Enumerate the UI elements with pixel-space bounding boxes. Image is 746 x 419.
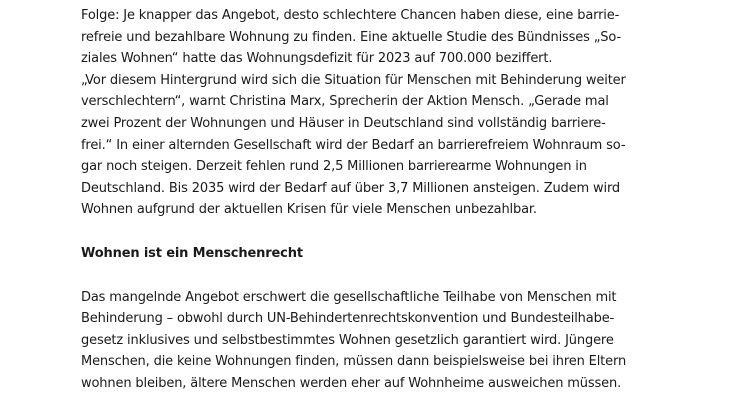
- text-line: Menschen, die keine Wohnungen finden, müssen dann beispielsweise bei ihren Eltern: [81, 354, 627, 370]
- paragraph-spacer: [81, 221, 641, 243]
- text-line: Deutschland. Bis 2035 wird der Bedarf auf über 3,7 Millionen ansteigen. Zudem wird: [81, 180, 621, 196]
- text-line: Behinderung – obwohl durch UN-Behindertenrechtskonvention und Bundesteilhabe-: [81, 311, 615, 327]
- text-line: Folge: Je knapper das Angebot, desto schlechtere Chancen haben diese, eine barrie-: [81, 8, 620, 23]
- text-line: gesetz inklusives und selbstbestimmtes Wohnen gesetzlich garantiert wird. Jüngere: [81, 332, 614, 348]
- text-line: refreie und bezahlbare Wohnung zu finden. Eine aktuelle Studie des Bündnisses „So-: [81, 29, 621, 45]
- paragraph-quote: [81, 70, 641, 221]
- paragraph-participation: [81, 287, 641, 395]
- article-body: [81, 5, 641, 395]
- text-line: wohnen bleiben, ältere Menschen werden eher auf Wohnheime ausweichen müssen.: [81, 375, 622, 391]
- text-line: frei.“ In einer alternden Gesellschaft wird der Bedarf an barrierefreiem Wohnraum so-: [81, 137, 626, 153]
- paragraph-intro: [81, 5, 641, 70]
- text-line: verschlechtern“, warnt Christina Marx, Sprecherin der Aktion Mensch. „Gerade mal: [81, 94, 609, 110]
- text-line: „Vor diesem Hintergrund wird sich die Situation für Menschen mit Behinderung weiter: [81, 72, 626, 88]
- paragraph-spacer: [81, 265, 641, 287]
- text-line: Das mangelnde Angebot erschwert die gesellschaftliche Teilhabe von Menschen mit: [81, 289, 617, 305]
- text-line: gar noch steigen. Derzeit fehlen rund 2,5 Millionen barrierearme Wohnungen in: [81, 159, 587, 175]
- text-line: zwei Prozent der Wohnungen und Häuser in Deutschland sind vollständig barriere-: [81, 115, 606, 131]
- text-line: ziales Wohnen“ hatte das Wohnungsdefizit für 2023 auf 700.000 beziffert.: [81, 51, 553, 67]
- section-heading: Wohnen ist ein Menschenrecht: [81, 245, 303, 261]
- text-line: Wohnen aufgrund der aktuellen Krisen für viele Menschen unbezahlbar.: [81, 202, 537, 218]
